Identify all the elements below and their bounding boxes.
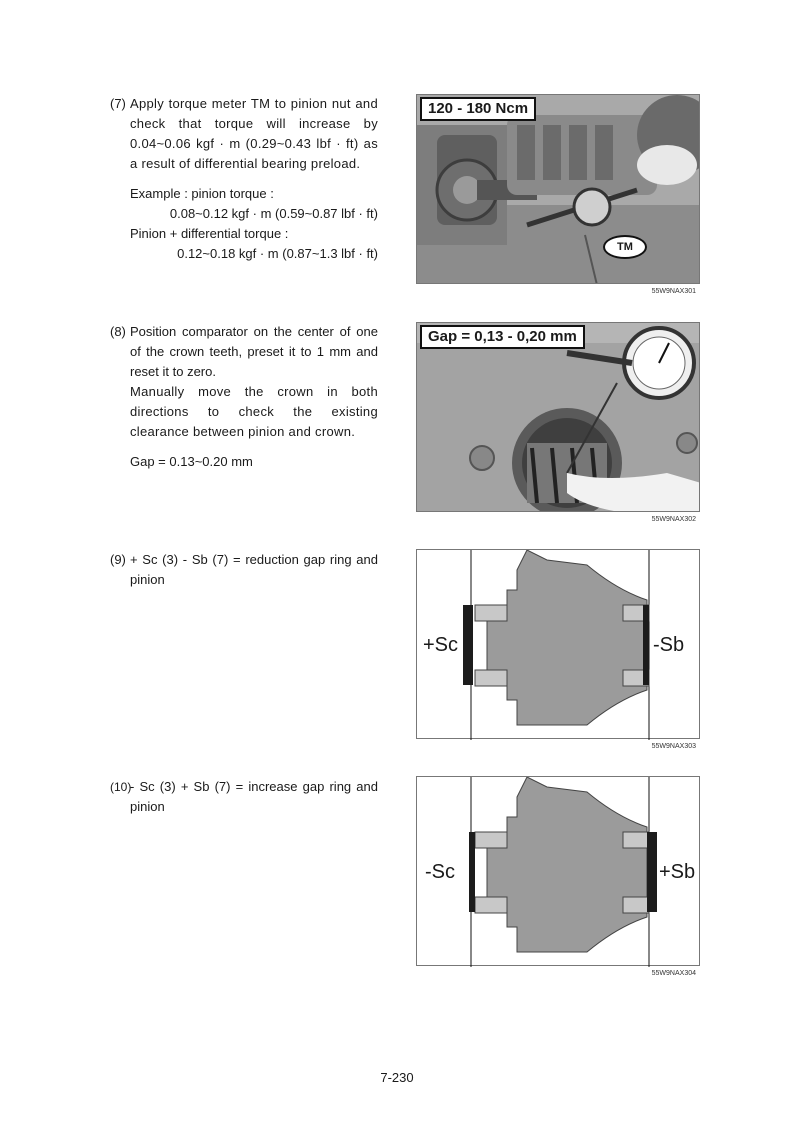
- torque-callout: 120 - 180 Ncm: [420, 97, 536, 121]
- combined-value: 0.12~0.18 kgf · m (0.87~1.3 lbf · ft): [177, 246, 378, 261]
- figure-code: 55W9NAX301: [651, 288, 696, 295]
- photo-illustration: [417, 323, 700, 512]
- photo-illustration: [417, 95, 700, 284]
- left-shim-label: +Sc: [423, 634, 459, 656]
- example-label: Example : pinion torque :: [130, 186, 274, 201]
- example-value: 0.08~0.12 kgf · m (0.59~0.87 lbf · ft): [169, 206, 378, 221]
- step-text: - Sc (3) + Sb (7) = increase gap ring and pinion: [130, 779, 378, 814]
- left-shim-label: -Sc: [425, 861, 455, 883]
- step-number: (9): [110, 552, 126, 567]
- step-number: (7): [110, 96, 126, 111]
- figure-code: 55W9NAX302: [651, 516, 696, 523]
- diagram-frame: [416, 776, 700, 966]
- example-block: [110, 184, 378, 264]
- gap-value: Gap = 0.13~0.20 mm: [130, 454, 253, 469]
- step-number: (8): [110, 324, 126, 339]
- step-7: [110, 94, 378, 264]
- step-8: [110, 322, 378, 472]
- right-shim-label: +Sb: [659, 861, 696, 883]
- page-number: 7-230: [380, 1070, 414, 1085]
- photo-torque-meter: [416, 94, 700, 284]
- figure-code: 55W9NAX304: [651, 970, 696, 977]
- step-text-2: Manually move the crown in both directions to check the existing clearance between pinion and crown.: [130, 384, 378, 439]
- step-text: + Sc (3) - Sb (7) = reduction gap ring and pinion: [130, 552, 378, 587]
- diagram-frame: [416, 549, 700, 739]
- step-number: (10): [110, 780, 132, 794]
- step-text: Position comparator on the center of one of the crown teeth, preset it to 1 mm and reset it to zero.: [130, 324, 378, 379]
- figure-code: 55W9NAX303: [651, 743, 696, 750]
- tm-badge: TM: [603, 235, 647, 259]
- right-shim-label: -Sb: [653, 634, 685, 656]
- step-text: Apply torque meter TM to pinion nut and check that torque will increase by 0.04~0.06 kgf · m (0.29~0.43 lbf · ft) as a result of differential bearing preload.: [130, 96, 378, 171]
- step-9: [110, 550, 378, 590]
- step-10: [110, 777, 378, 817]
- combined-label: Pinion + differential torque :: [130, 226, 289, 241]
- photo-comparator: [416, 322, 700, 512]
- gap-callout: Gap = 0,13 - 0,20 mm: [420, 325, 585, 349]
